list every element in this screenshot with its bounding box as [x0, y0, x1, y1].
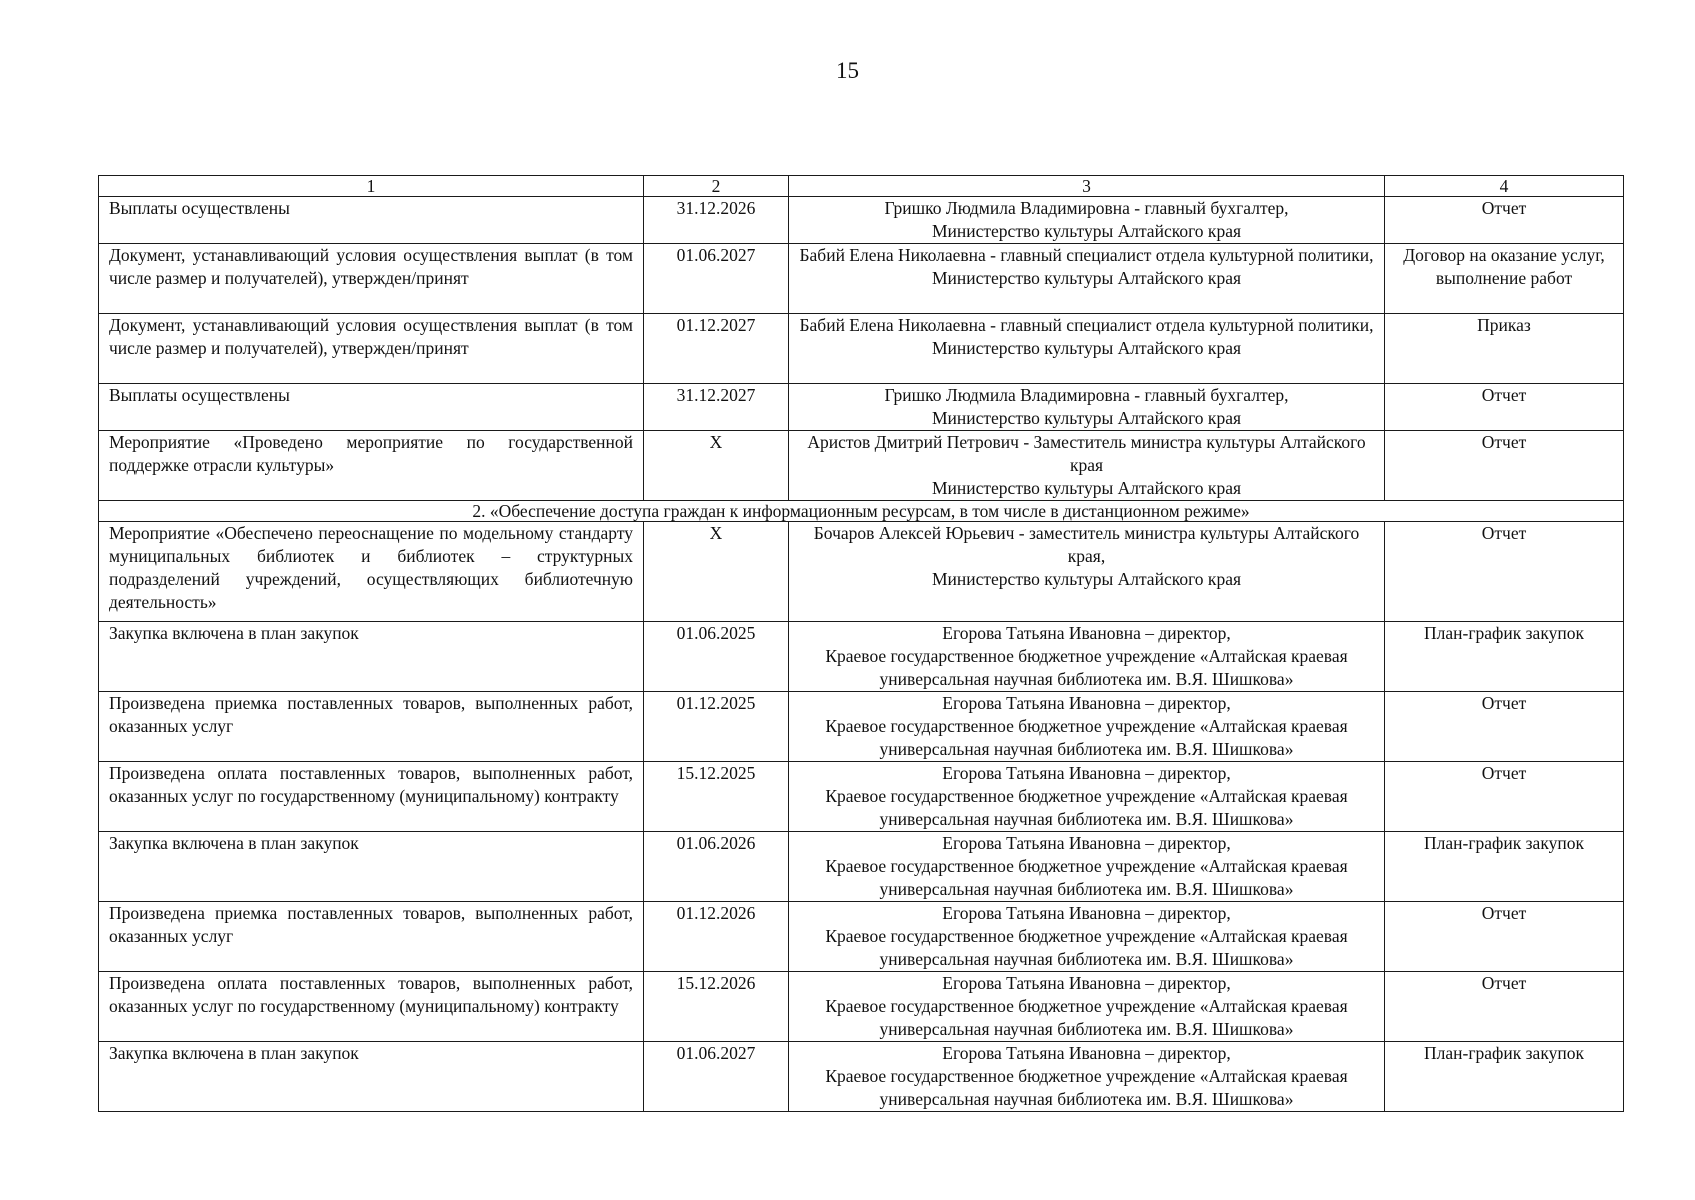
table-row [99, 384, 1624, 431]
responsible-cell [789, 762, 1385, 832]
document-type-cell: Отчет [1385, 197, 1624, 244]
table-row [99, 244, 1624, 314]
event-name-cell: Мероприятие «Обеспечено переоснащение по модельному стандарту муниципальных библиотек и библиотек – структурных подразделений учреждений, осуществляющих библиотечную деятельность» [99, 522, 644, 622]
event-name-cell: Произведена приемка поставленных товаров, выполненных работ, оказанных услуг [99, 692, 644, 762]
responsible-cell [789, 384, 1385, 431]
responsible-line: Министерство культуры Алтайского края [931, 408, 1242, 428]
responsible-line: Бабий Елена Николаевна - главный специалист отдела культурной политики, [799, 245, 1374, 265]
responsible-line: Егорова Татьяна Ивановна – директор, [942, 973, 1231, 993]
section-title: 2. «Обеспечение доступа граждан к информационным ресурсам, в том числе в дистанционном режиме» [99, 501, 1624, 522]
document-type-cell: Отчет [1385, 902, 1624, 972]
document-type-cell: Отчет [1385, 972, 1624, 1042]
responsible-line: Краевое государственное бюджетное учреждение «Алтайская краевая универсальная научная библиотека им. В.Я. Шишкова» [825, 716, 1348, 759]
event-name-cell: Закупка включена в план закупок [99, 1042, 644, 1112]
page-number: 15 [836, 58, 859, 83]
document-type-cell: Договор на оказание услуг, выполнение работ [1385, 244, 1624, 314]
table-row [99, 1042, 1624, 1112]
table-row [99, 692, 1624, 762]
table-row [99, 762, 1624, 832]
responsible-line: Министерство культуры Алтайского края [931, 338, 1242, 358]
date-cell: 31.12.2026 [644, 197, 789, 244]
responsible-cell [789, 692, 1385, 762]
date-cell: 01.06.2027 [644, 244, 789, 314]
document-type-cell: План-график закупок [1385, 832, 1624, 902]
responsible-line: Министерство культуры Алтайского края [931, 268, 1242, 288]
table-row [99, 431, 1624, 501]
responsible-line: Егорова Татьяна Ивановна – директор, [942, 693, 1231, 713]
responsible-cell [789, 244, 1385, 314]
responsible-line: Егорова Татьяна Ивановна – директор, [942, 903, 1231, 923]
date-cell: 01.06.2025 [644, 622, 789, 692]
responsible-cell [789, 197, 1385, 244]
responsible-cell [789, 902, 1385, 972]
document-type-cell: Отчет [1385, 692, 1624, 762]
table-row [99, 197, 1624, 244]
event-name-cell: Документ, устанавливающий условия осуществления выплат (в том числе размер и получателей), утвержден/принят [99, 314, 644, 384]
table-row [99, 314, 1624, 384]
responsible-line: Краевое государственное бюджетное учреждение «Алтайская краевая универсальная научная библиотека им. В.Я. Шишкова» [825, 1066, 1348, 1109]
date-cell: 15.12.2025 [644, 762, 789, 832]
responsible-line: Аристов Дмитрий Петрович - Заместитель министра культуры Алтайского края [807, 432, 1366, 475]
responsible-line: Егорова Татьяна Ивановна – директор, [942, 763, 1231, 783]
responsible-line: Бабий Елена Николаевна - главный специалист отдела культурной политики, [799, 315, 1374, 335]
date-cell: 01.12.2025 [644, 692, 789, 762]
event-name-cell: Произведена оплата поставленных товаров, выполненных работ, оказанных услуг по государственному (муниципальному) контракту [99, 972, 644, 1042]
responsible-line: Бочаров Алексей Юрьевич - заместитель министра культуры Алтайского края, [813, 523, 1360, 566]
table-row [99, 902, 1624, 972]
document-type-cell: План-график закупок [1385, 1042, 1624, 1112]
header-cell-4: 4 [1385, 176, 1624, 197]
date-cell: 01.06.2026 [644, 832, 789, 902]
event-name-cell: Закупка включена в план закупок [99, 832, 644, 902]
header-cell-2: 2 [644, 176, 789, 197]
responsible-cell [789, 522, 1385, 622]
table-body-part1 [99, 197, 1624, 501]
responsible-cell [789, 622, 1385, 692]
section-header-row [99, 501, 1624, 522]
document-type-cell: Приказ [1385, 314, 1624, 384]
responsible-line: Гришко Людмила Владимировна - главный бухгалтер, [884, 198, 1289, 218]
responsible-line: Краевое государственное бюджетное учреждение «Алтайская краевая универсальная научная библиотека им. В.Я. Шишкова» [825, 646, 1348, 689]
table-row [99, 972, 1624, 1042]
header-cell-3: 3 [789, 176, 1385, 197]
table-body-part2 [99, 522, 1624, 1112]
responsible-line: Краевое государственное бюджетное учреждение «Алтайская краевая универсальная научная библиотека им. В.Я. Шишкова» [825, 926, 1348, 969]
responsible-cell [789, 832, 1385, 902]
responsible-line: Егорова Татьяна Ивановна – директор, [942, 833, 1231, 853]
responsible-line: Краевое государственное бюджетное учреждение «Алтайская краевая универсальная научная библиотека им. В.Я. Шишкова» [825, 996, 1348, 1039]
date-cell: 01.12.2026 [644, 902, 789, 972]
responsible-cell [789, 314, 1385, 384]
responsible-cell [789, 1042, 1385, 1112]
date-cell: X [644, 431, 789, 501]
event-name-cell: Выплаты осуществлены [99, 197, 644, 244]
header-row [99, 176, 1624, 197]
document-type-cell: Отчет [1385, 384, 1624, 431]
table-row [99, 522, 1624, 622]
header-cell-1: 1 [99, 176, 644, 197]
event-name-cell: Выплаты осуществлены [99, 384, 644, 431]
date-cell: 01.12.2027 [644, 314, 789, 384]
date-cell: X [644, 522, 789, 622]
responsible-line: Егорова Татьяна Ивановна – директор, [942, 1043, 1231, 1063]
document-type-cell: План-график закупок [1385, 622, 1624, 692]
responsible-line: Гришко Людмила Владимировна - главный бухгалтер, [884, 385, 1289, 405]
event-name-cell: Произведена оплата поставленных товаров, выполненных работ, оказанных услуг по государственному (муниципальному) контракту [99, 762, 644, 832]
table-row [99, 832, 1624, 902]
responsible-line: Краевое государственное бюджетное учреждение «Алтайская краевая универсальная научная библиотека им. В.Я. Шишкова» [825, 856, 1348, 899]
event-name-cell: Произведена приемка поставленных товаров, выполненных работ, оказанных услуг [99, 902, 644, 972]
date-cell: 15.12.2026 [644, 972, 789, 1042]
responsible-line: Егорова Татьяна Ивановна – директор, [942, 623, 1231, 643]
responsible-line: Министерство культуры Алтайского края [931, 221, 1242, 241]
responsible-cell [789, 972, 1385, 1042]
document-type-cell: Отчет [1385, 762, 1624, 832]
event-name-cell: Документ, устанавливающий условия осуществления выплат (в том числе размер и получателей), утвержден/принят [99, 244, 644, 314]
responsible-line: Краевое государственное бюджетное учреждение «Алтайская краевая универсальная научная библиотека им. В.Я. Шишкова» [825, 786, 1348, 829]
table-row [99, 622, 1624, 692]
event-name-cell: Закупка включена в план закупок [99, 622, 644, 692]
plan-table [98, 175, 1624, 1112]
responsible-cell [789, 431, 1385, 501]
document-type-cell: Отчет [1385, 522, 1624, 622]
responsible-line: Министерство культуры Алтайского края [931, 569, 1242, 589]
document-type-cell: Отчет [1385, 431, 1624, 501]
date-cell: 01.06.2027 [644, 1042, 789, 1112]
responsible-line: Министерство культуры Алтайского края [931, 478, 1242, 498]
section-body [99, 501, 1624, 522]
date-cell: 31.12.2027 [644, 384, 789, 431]
event-name-cell: Мероприятие «Проведено мероприятие по государственной поддержке отрасли культуры» [99, 431, 644, 501]
